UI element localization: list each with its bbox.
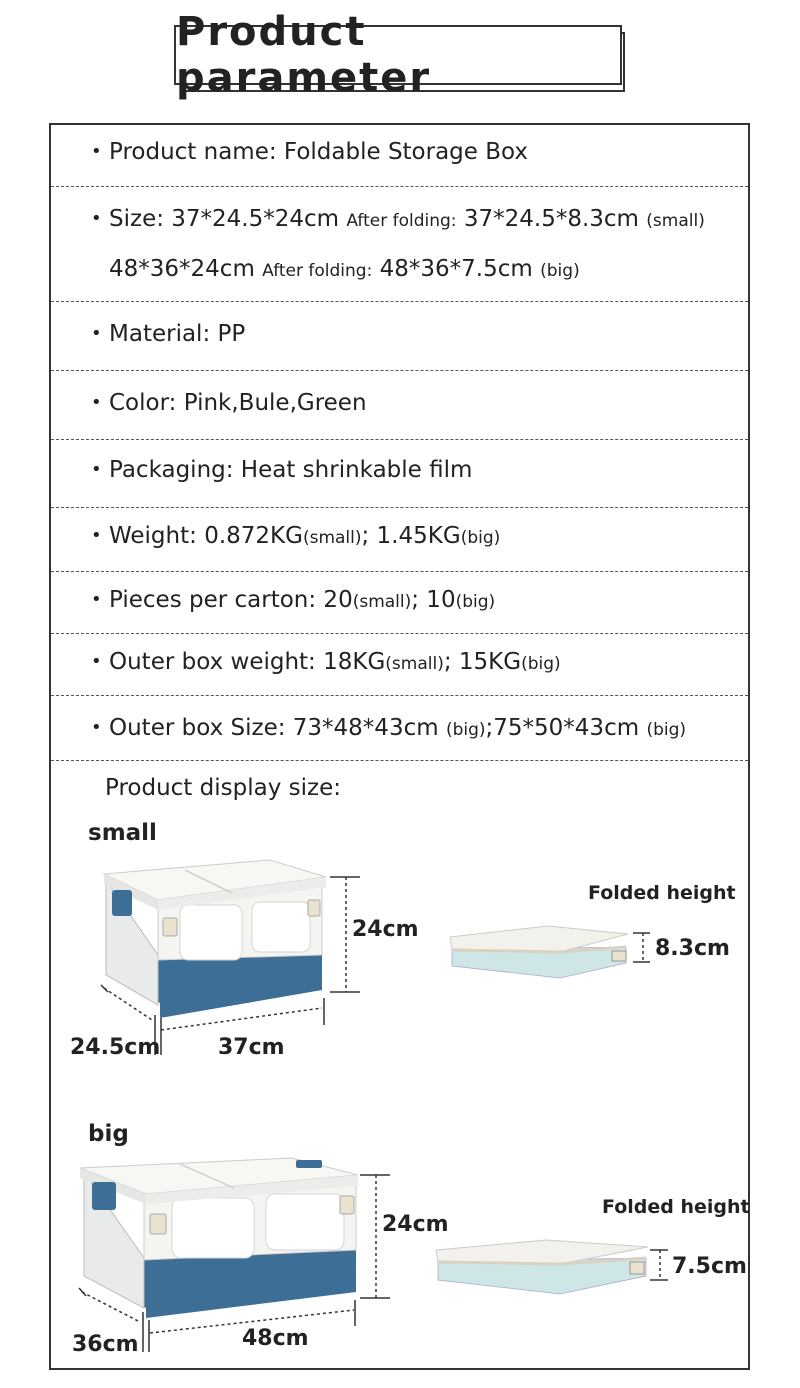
outer-weight-tag-big: (big) bbox=[521, 654, 561, 674]
pieces-main: Pieces per carton: 20 bbox=[109, 587, 353, 613]
small-label: small bbox=[88, 820, 157, 846]
weight-tag-small: (small) bbox=[302, 528, 362, 548]
small-folded-height-label: Folded height bbox=[588, 882, 736, 904]
small-depth-label: 24.5cm bbox=[70, 1035, 161, 1060]
big-depth-label: 36cm bbox=[72, 1332, 139, 1357]
bullet-icon: • bbox=[91, 208, 102, 229]
big-height-label: 24cm bbox=[382, 1212, 449, 1237]
small-width-label: 37cm bbox=[218, 1035, 285, 1060]
outer-size-tag-1: (big) bbox=[445, 720, 486, 740]
size-big-folded: 48*36*7.5cm bbox=[372, 256, 541, 282]
small-folded-image bbox=[450, 926, 650, 978]
size-big-after: After folding: bbox=[262, 261, 373, 281]
small-height-label: 24cm bbox=[352, 917, 419, 942]
outer-size-tag-2: (big) bbox=[646, 720, 687, 740]
outer-weight-main: Outer box weight: 18KG bbox=[109, 649, 386, 675]
big-folded-image bbox=[436, 1240, 668, 1294]
bullet-icon: • bbox=[91, 717, 102, 738]
bullet-icon: • bbox=[91, 589, 102, 610]
size-small-main: Size: 37*24.5*24cm bbox=[109, 206, 347, 232]
bullet-icon: • bbox=[91, 323, 102, 344]
page-title: Product parameter bbox=[176, 9, 432, 101]
display-heading: Product display size: bbox=[105, 775, 341, 801]
pieces-tag-small: (small) bbox=[352, 592, 412, 612]
pieces-mid: ; 10 bbox=[411, 587, 456, 613]
size-small-folded: 37*24.5*8.3cm bbox=[456, 206, 647, 232]
outer-weight-mid: ; 15KG bbox=[443, 649, 522, 675]
big-box-image bbox=[79, 1158, 390, 1352]
bullet-icon: • bbox=[91, 651, 102, 672]
packaging-text: Packaging: Heat shrinkable film bbox=[109, 457, 473, 483]
bullet-icon: • bbox=[91, 459, 102, 480]
big-folded-height-label: Folded height bbox=[602, 1196, 750, 1218]
bullet-icon: • bbox=[91, 141, 102, 162]
weight-main: Weight: 0.872KG bbox=[109, 523, 303, 549]
material-text: Material: PP bbox=[109, 321, 246, 347]
small-folded-height-value: 8.3cm bbox=[655, 936, 730, 961]
outer-size-main: Outer box Size: 73*48*43cm bbox=[109, 715, 446, 741]
outer-size-mid: ;75*50*43cm bbox=[485, 715, 647, 741]
bullet-icon: • bbox=[91, 525, 102, 546]
weight-tag-big: (big) bbox=[460, 528, 501, 548]
small-box-image bbox=[101, 860, 360, 1055]
size-big-tag: (big) bbox=[540, 261, 580, 281]
big-width-label: 48cm bbox=[242, 1326, 309, 1351]
pieces-tag-big: (big) bbox=[455, 592, 496, 612]
bullet-icon: • bbox=[91, 392, 102, 413]
size-small-tag: (small) bbox=[646, 211, 705, 231]
big-folded-height-value: 7.5cm bbox=[672, 1254, 747, 1279]
outer-weight-tag-small: (small) bbox=[385, 654, 444, 674]
weight-mid: ; 1.45KG bbox=[361, 523, 461, 549]
size-small-after: After folding: bbox=[346, 211, 457, 231]
big-label: big bbox=[88, 1121, 129, 1147]
product-name-text: Product name: Foldable Storage Box bbox=[109, 139, 528, 165]
color-text: Color: Pink,Bule,Green bbox=[109, 390, 367, 416]
size-big-main: 48*36*24cm bbox=[109, 256, 263, 282]
